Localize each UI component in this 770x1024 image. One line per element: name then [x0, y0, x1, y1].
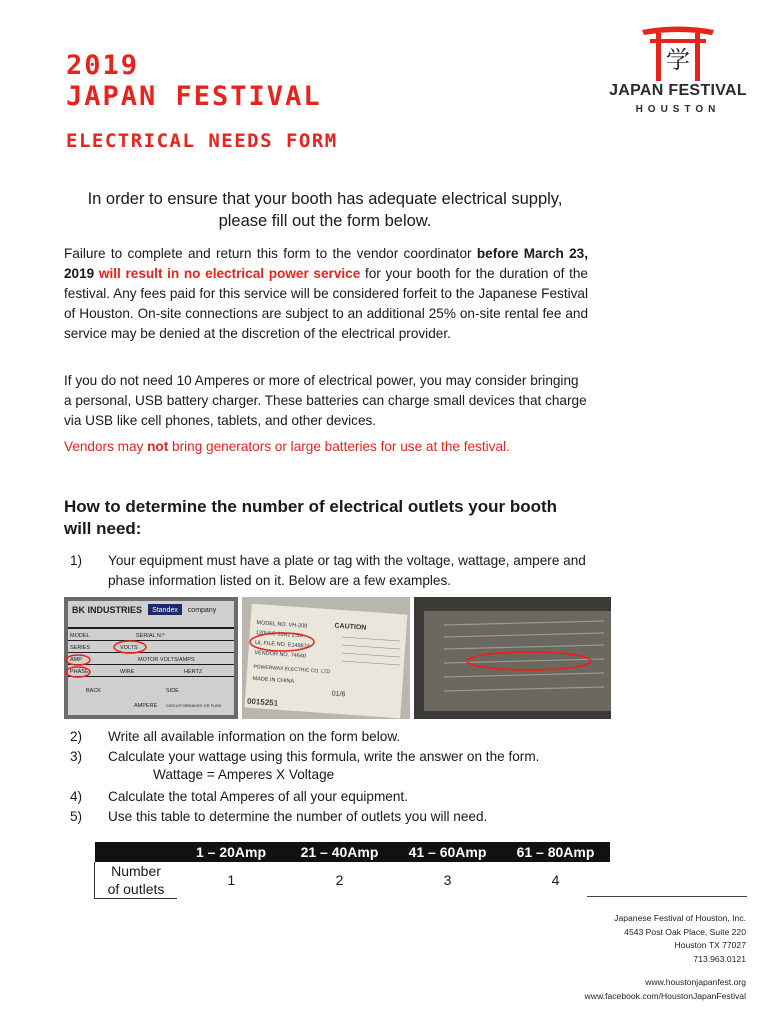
logo-kanji: 学	[666, 46, 690, 74]
generator-notice-a: Vendors may	[64, 439, 148, 454]
usb-charger-paragraph: If you do not need 10 Amperes or more of electrical power, you may consider bringing a personal, USB battery charger. These batteries can charge small devices that charge via USB like cell phones, tablets, and other devices.	[64, 373, 587, 428]
intro-line-2: please fill out the form below.	[218, 212, 432, 230]
plate-right-label: WIRE	[120, 669, 135, 675]
label-serial: 0015251	[246, 696, 279, 708]
label-line: POWERWAX ELECTRIC CO. LTD	[253, 663, 331, 676]
address-phone: 713.963.0121	[693, 953, 746, 964]
label-line: UL FILE NO. E148874	[254, 640, 310, 650]
table-cell: 3	[443, 872, 452, 889]
step-number: 2)	[70, 729, 83, 744]
photo-powerwax-label	[242, 597, 410, 719]
label-line: MODEL NO. VH-208	[256, 620, 308, 630]
plate-company: company	[187, 607, 217, 614]
outlets-heading: How to determine the number of electrical outlets your booth will need:	[64, 497, 558, 538]
label-line: MADE IN CHINA	[252, 675, 295, 685]
photo-bk-industries-plate	[64, 597, 238, 719]
label-date: 01/6	[331, 690, 346, 699]
website-link[interactable]: www.houstonjapanfest.org	[645, 977, 746, 987]
step-number: 4)	[70, 789, 83, 804]
plate-brand: BK INDUSTRIES	[72, 605, 143, 615]
address-block	[486, 912, 746, 1003]
table-cell: 4	[551, 872, 560, 889]
form-title: ELECTRICAL NEEDS FORM	[66, 130, 338, 152]
title-year: 2019	[66, 50, 140, 81]
table-header-row	[95, 842, 610, 862]
steps-list-part1	[70, 551, 610, 591]
table-cell: 2	[335, 872, 344, 889]
footer-divider	[587, 896, 747, 897]
plate-bottom-label: BACK	[86, 688, 101, 694]
logo-name: JAPAN FESTIVAL	[609, 82, 747, 99]
step-text: Your equipment must have a plate or tag with the voltage, wattage, ampere and phase information listed on it. Below are a few examples.	[108, 553, 586, 588]
deadline-text-a: Failure to complete and return this form to the vendor coordinator	[64, 246, 477, 261]
step-number: 1)	[70, 553, 83, 568]
column-header: 41 – 60Amp	[394, 842, 502, 862]
column-header: 21 – 40Amp	[286, 842, 394, 862]
plate-bottom-label: AMPERE	[134, 703, 158, 709]
step-item	[70, 807, 610, 827]
generator-notice	[64, 437, 588, 457]
step-text: Use this table to determine the number of outlets you will need.	[108, 809, 488, 824]
photo-appliance-plate	[414, 597, 611, 719]
title-event: JAPAN FESTIVAL	[66, 81, 322, 112]
intro-line-1: In order to ensure that your booth has adequate electrical supply,	[87, 190, 563, 208]
step-text: Calculate your wattage using this formula, write the answer on the form.	[108, 749, 540, 764]
deadline-paragraph	[64, 244, 588, 344]
plate-maker: Standex	[152, 607, 178, 614]
address-org: Japanese Festival of Houston, Inc.	[614, 913, 746, 923]
deadline-date: before March 23, 2019	[64, 246, 588, 281]
plate-bottom-label: SIDE	[166, 688, 179, 694]
generator-notice-b: bring generators or large batteries for use at the festival.	[168, 439, 510, 454]
plate-row-label: SERIES	[70, 645, 91, 651]
step-number: 3)	[70, 749, 83, 764]
torii-gate-icon	[640, 22, 716, 82]
plate-bottom-label: CIRCUIT BREAKER OR FUSE	[166, 703, 222, 708]
plate-right-label: HERTZ	[184, 669, 203, 675]
column-header: 1 – 20Amp	[177, 842, 286, 862]
plate-row-label: AMP	[70, 657, 82, 663]
table-corner-cell	[95, 842, 178, 862]
plate-right-label: MOTOR VOLTS/AMPS	[138, 657, 195, 663]
row-label-line-2: of outlets	[107, 881, 165, 897]
label-warning: CAUTION	[334, 622, 367, 632]
no-service-warning: will result in no electrical power service	[94, 266, 361, 281]
step-text: Calculate the total Amperes of all your equipment.	[108, 789, 408, 804]
table-row	[95, 862, 610, 899]
step-item	[70, 747, 610, 767]
step-item	[70, 551, 610, 591]
step-item	[70, 727, 610, 747]
facebook-link[interactable]: www.facebook.com/HoustonJapanFestival	[584, 990, 746, 1001]
japan-festival-logo	[596, 22, 760, 118]
row-label-line-1: Number	[111, 863, 161, 879]
steps-list-part2	[70, 727, 610, 827]
step-number: 5)	[70, 809, 83, 824]
generator-notice-emphasis: not	[147, 439, 169, 454]
plate-right-label: VOLTS	[120, 645, 138, 651]
address-city: Houston TX 77027	[674, 940, 746, 950]
outlets-table	[94, 842, 610, 899]
table-cell: 1	[227, 872, 236, 889]
step-text: Write all available information on the form below.	[108, 729, 401, 744]
plate-right-label: SERIAL N.º	[136, 633, 165, 639]
formula-spacer	[70, 767, 610, 787]
plate-row-label: MODEL	[70, 633, 90, 639]
label-line: 120VAC 60Hz 2.5A	[255, 630, 304, 640]
address-street: 4543 Post Oak Place, Suite 220	[624, 926, 746, 937]
label-line: VENDOR NO. 74640	[254, 649, 307, 660]
step-item	[70, 787, 610, 807]
row-label	[95, 862, 178, 899]
deadline-text-b: for your booth for the duration of the festival. Any fees paid for this service will be considered forfeit to the Japanese Festival of Houston. On-site connections are subject to an additional 25% on-site rental fee and service may be denied at the discretion of the electrical provider.	[64, 266, 588, 341]
address-gap	[486, 966, 746, 976]
wattage-formula: Wattage = Amperes X Voltage	[153, 767, 335, 782]
logo-city: HOUSTON	[635, 104, 721, 115]
plate-row-label: PHASE	[70, 669, 89, 675]
column-header: 61 – 80Amp	[502, 842, 610, 862]
equipment-plate-examples	[64, 597, 611, 719]
intro-text	[60, 188, 590, 232]
